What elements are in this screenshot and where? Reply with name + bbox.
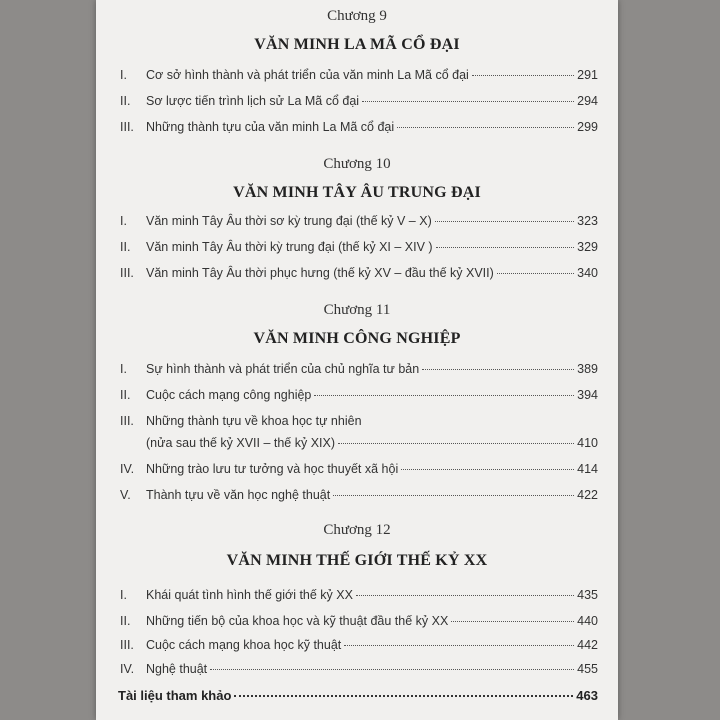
leader-dots — [422, 369, 574, 370]
entry-text: Thành tựu về văn học nghệ thuật — [146, 488, 331, 502]
toc-entry — [120, 120, 598, 138]
toc-entry — [120, 436, 598, 454]
entry-text: Cuộc cách mạng công nghiệp — [146, 388, 312, 402]
entry-number: II. — [120, 388, 131, 402]
leader-dots — [401, 469, 574, 470]
leader-dots — [338, 443, 574, 444]
leader-dots — [472, 75, 574, 76]
entry-number: II. — [120, 94, 131, 108]
leader-dots — [497, 273, 574, 274]
toc-entry — [120, 214, 598, 232]
entry-page: 422 — [577, 488, 598, 502]
entry-text: Văn minh Tây Âu thời sơ kỳ trung đại (thế kỷ V – X) — [146, 214, 432, 228]
entry-page: 329 — [577, 240, 598, 254]
entry-text: Những trào lưu tư tưởng và học thuyết xã hội — [146, 462, 399, 476]
chapter-12-title: VĂN MINH THẾ GIỚI THẾ KỶ XX — [226, 552, 488, 569]
entry-text: Sự hình thành và phát triển của chủ nghĩa tư bản — [146, 362, 420, 376]
entry-number: III. — [120, 120, 134, 134]
entry-text: Văn minh Tây Âu thời phục hưng (thế kỷ XV – đầu thế kỷ XVII) — [146, 266, 494, 280]
entry-number: I. — [120, 588, 127, 602]
entry-text: Những tiến bộ của khoa học và kỹ thuật đầu thế kỷ XX — [146, 614, 449, 628]
entry-number: II. — [120, 240, 131, 254]
toc-entry — [120, 68, 598, 86]
entry-page: 299 — [577, 120, 598, 134]
leader-dots — [344, 645, 574, 646]
entry-page: 389 — [577, 362, 598, 376]
toc-entry — [120, 362, 598, 380]
leader-dots — [333, 495, 574, 496]
toc-entry — [120, 266, 598, 284]
toc-entry — [120, 240, 598, 258]
chapter-11-label: Chương 11 — [323, 302, 391, 318]
entry-number: II. — [120, 614, 131, 628]
entry-text: Khái quát tình hình thế giới thế kỷ XX — [146, 588, 353, 602]
entry-number: I. — [120, 68, 127, 82]
leader-dots — [210, 669, 574, 670]
chapter-10-label: Chương 10 — [323, 156, 391, 172]
toc-entry — [120, 638, 598, 656]
toc-entry — [120, 488, 598, 506]
entry-text: Những thành tựu của văn minh La Mã cổ đại — [146, 120, 395, 134]
entry-text: Cuộc cách mạng khoa học kỹ thuật — [146, 638, 342, 652]
entry-number: V. — [120, 488, 131, 502]
references-page: 463 — [576, 688, 598, 703]
entry-page: 340 — [577, 266, 598, 280]
references-entry — [118, 688, 598, 706]
toc-entry — [120, 414, 598, 432]
entry-text: Sơ lược tiến trình lịch sử La Mã cổ đại — [146, 94, 360, 108]
entry-page: 435 — [577, 588, 598, 602]
entry-number: IV. — [120, 462, 135, 476]
leader-dots — [436, 247, 575, 248]
leader-dots — [362, 101, 574, 102]
toc-entry — [120, 588, 598, 606]
toc-entry — [120, 94, 598, 112]
entry-number: I. — [120, 362, 127, 376]
entry-text: Nghệ thuật — [146, 662, 208, 676]
chapter-9-label: Chương 9 — [327, 8, 387, 24]
chapter-10-title: VĂN MINH TÂY ÂU TRUNG ĐẠI — [233, 184, 481, 201]
leader-dots — [397, 127, 574, 128]
entry-page: 414 — [577, 462, 598, 476]
entry-number: IV. — [120, 662, 135, 676]
entry-page: 294 — [577, 94, 598, 108]
entry-text: (nửa sau thế kỷ XVII – thế kỷ XIX) — [146, 436, 336, 450]
entry-number: III. — [120, 638, 134, 652]
leader-dots — [314, 395, 574, 396]
entry-text: Cơ sở hình thành và phát triển của văn minh La Mã cổ đại — [146, 68, 469, 82]
entry-text: Những thành tựu về khoa học tự nhiên — [146, 414, 362, 428]
chapter-9-title: VĂN MINH LA MÃ CỔ ĐẠI — [254, 36, 460, 53]
entry-page: 410 — [577, 436, 598, 450]
entry-page: 442 — [577, 638, 598, 652]
leader-dots — [356, 595, 574, 596]
toc-entry — [120, 388, 598, 406]
entry-number: I. — [120, 214, 127, 228]
entry-number: III. — [120, 414, 134, 428]
chapter-11-title: VĂN MINH CÔNG NGHIỆP — [253, 330, 461, 347]
entry-text: Văn minh Tây Âu thời kỳ trung đại (thế kỷ XI – XIV ) — [146, 240, 433, 254]
leader-dots — [234, 695, 573, 697]
entry-page: 455 — [577, 662, 598, 676]
toc-entry — [120, 462, 598, 480]
book-page — [96, 0, 618, 720]
entry-page: 291 — [577, 68, 598, 82]
entry-page: 323 — [577, 214, 598, 228]
chapter-12-label: Chương 12 — [323, 522, 391, 538]
entry-number: III. — [120, 266, 134, 280]
references-text: Tài liệu tham khảo — [118, 688, 232, 703]
leader-dots — [435, 221, 574, 222]
entry-page: 394 — [577, 388, 598, 402]
entry-page: 440 — [577, 614, 598, 628]
toc-entry — [120, 614, 598, 632]
toc-entry — [120, 662, 598, 680]
leader-dots — [451, 621, 574, 622]
